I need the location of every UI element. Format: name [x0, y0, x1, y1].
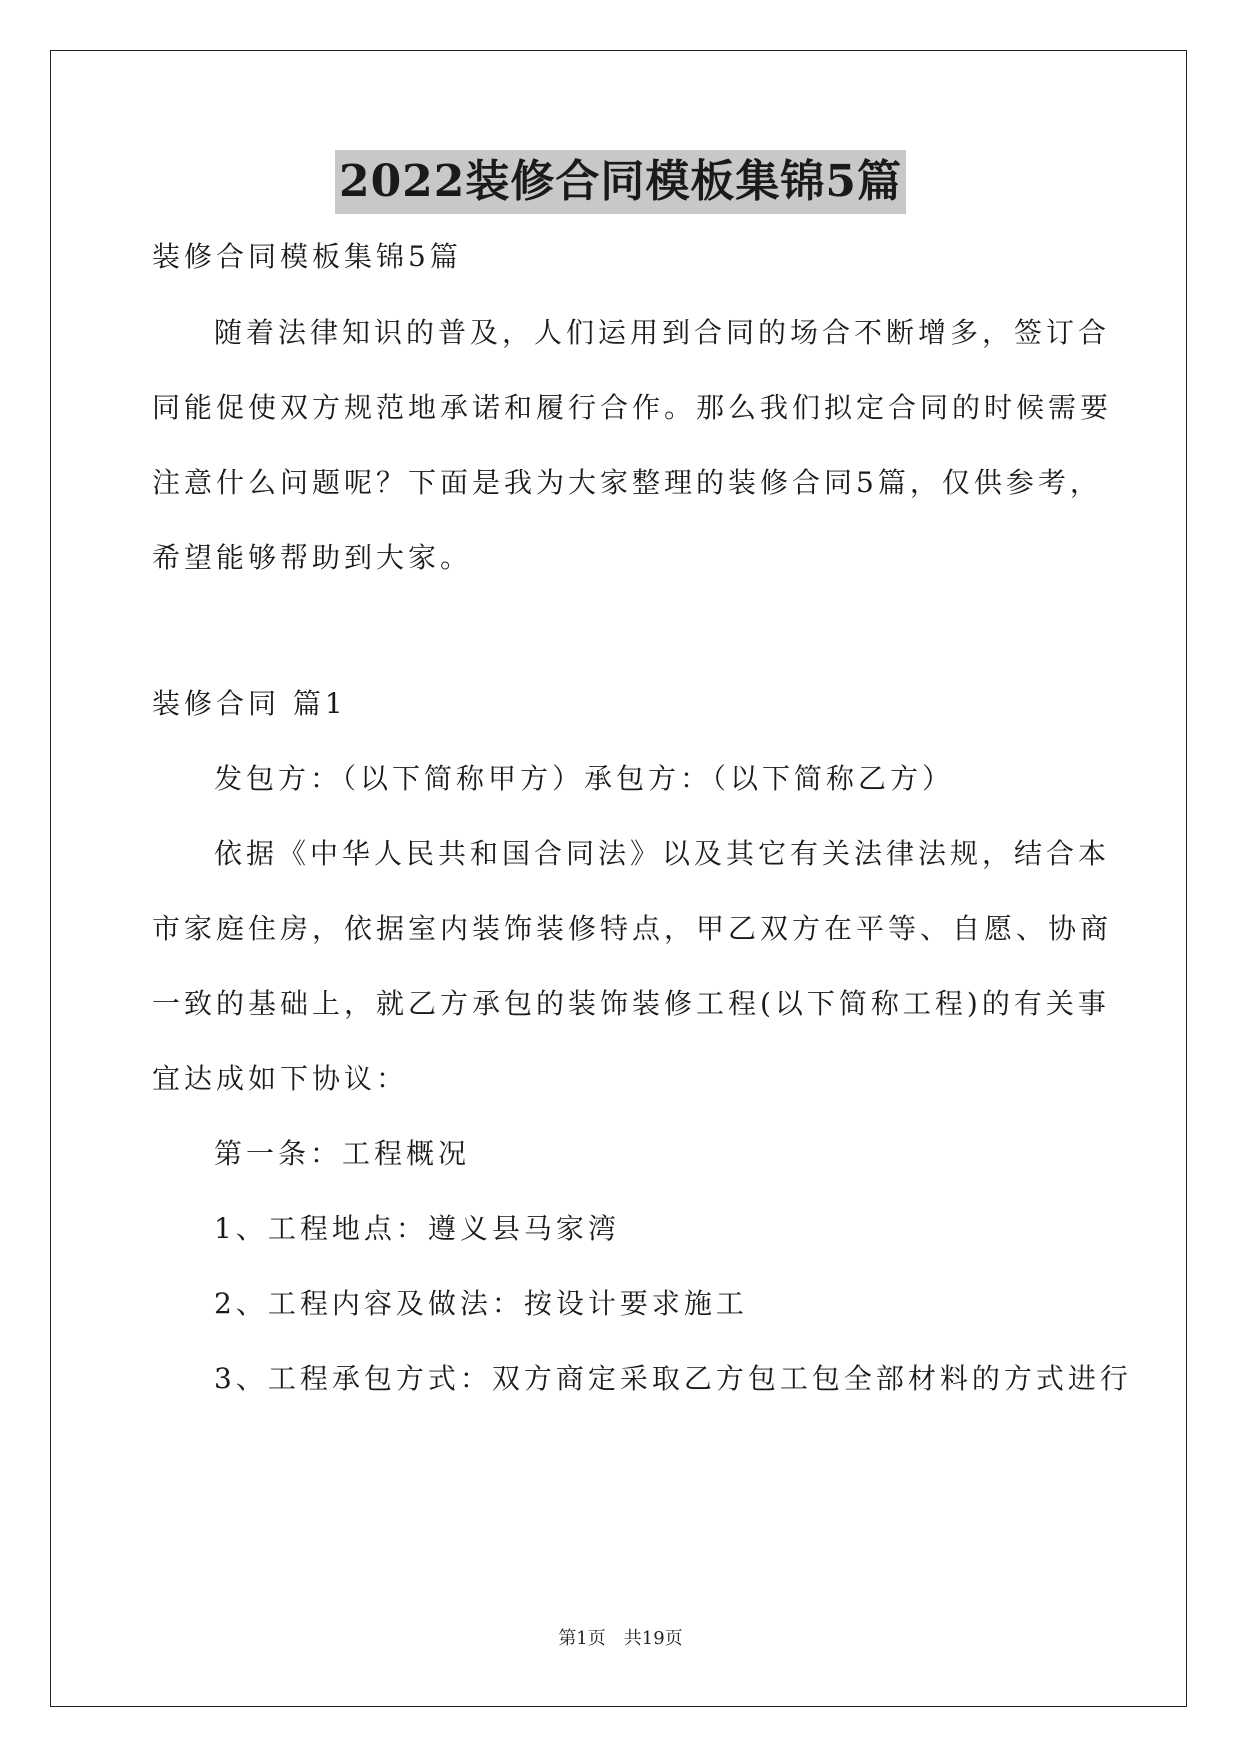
subtitle-line: 装修合同模板集锦5篇: [152, 240, 462, 273]
document-title: 2022装修合同模板集锦5篇: [335, 150, 906, 214]
intro-paragraph-line: 同能促使双方规范地承诺和履行合作。那么我们拟定合同的时候需要: [152, 391, 1113, 424]
intro-paragraph-line: 随着法律知识的普及，人们运用到合同的场合不断增多，签订合: [214, 316, 1111, 349]
intro-paragraph-line: 希望能够帮助到大家。: [152, 541, 473, 574]
preamble-line: 依据《中华人民共和国合同法》以及其它有关法律法规，结合本: [214, 837, 1111, 870]
preamble-line: 一致的基础上，就乙方承包的装饰装修工程(以下简称工程)的有关事: [152, 987, 1110, 1020]
section-heading: 装修合同 篇1: [152, 687, 347, 720]
title-container: [0, 150, 1241, 214]
parties-line: 发包方：（以下简称甲方）承包方：（以下简称乙方）: [214, 762, 955, 795]
article-heading: 第一条：工程概况: [214, 1137, 471, 1170]
preamble-line: 宜达成如下协议：: [152, 1062, 409, 1095]
clause-item: 3、工程承包方式：双方商定采取乙方包工包全部材料的方式进行: [214, 1362, 1132, 1395]
page-footer: 第1页 共19页: [558, 1628, 683, 1649]
page-border: [50, 50, 1187, 1707]
preamble-line: 市家庭住房，依据室内装饰装修特点，甲乙双方在平等、自愿、协商: [152, 912, 1113, 945]
clause-item: 2、工程内容及做法：按设计要求施工: [214, 1287, 748, 1320]
clause-item: 1、工程地点：遵义县马家湾: [214, 1212, 620, 1245]
intro-paragraph-line: 注意什么问题呢？下面是我为大家整理的装修合同5篇，仅供参考，: [152, 466, 1102, 499]
